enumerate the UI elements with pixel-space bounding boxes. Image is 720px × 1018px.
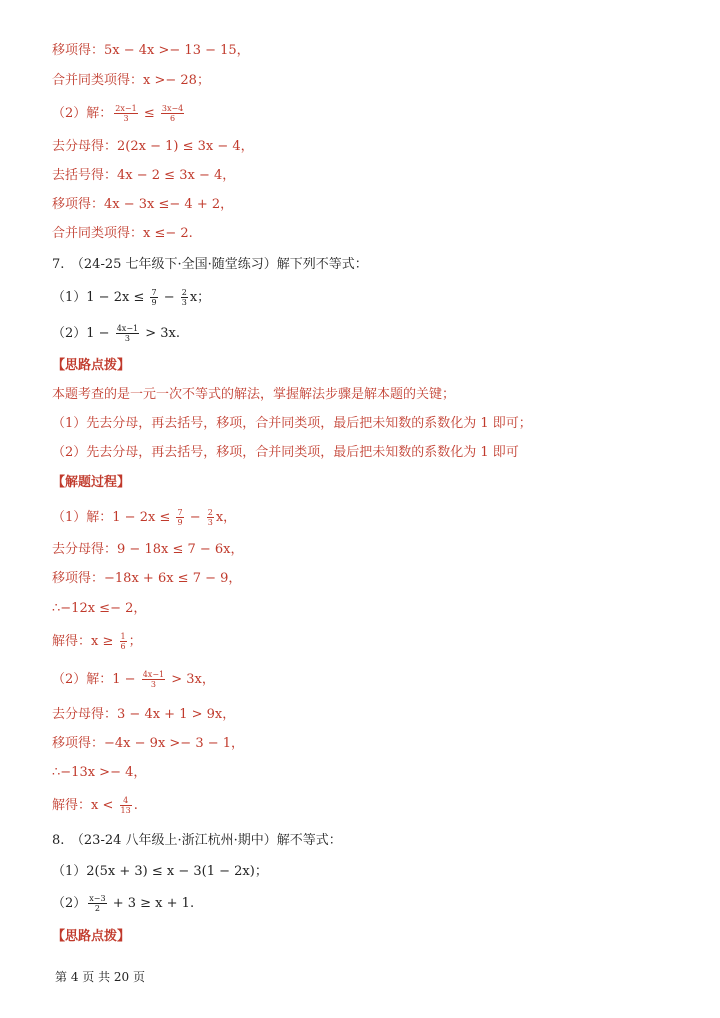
- page-footer: 第 4 页 共 20 页: [55, 970, 145, 984]
- solution-line: 移项得：−18x + 6x ≤ 7 − 9，: [52, 571, 242, 586]
- section-tag-hint: 【思路点拨】: [52, 929, 131, 944]
- problem-heading: 7. （24-25 七年级下·全国·随堂练习）解下列不等式：: [52, 257, 368, 272]
- solution-line: 解得：x < $\frac{4}{13}$ .: [52, 796, 138, 815]
- solution-line: 去分母得：3 − 4x + 1 > 9x，: [52, 707, 236, 722]
- solution-line: ∴−13x >− 4，: [52, 765, 147, 780]
- problem-part: （1）2(5x + 3) ≤ x − 3(1 − 2x)；: [52, 864, 268, 879]
- problem-part: （2）1 − $\frac{4x-1}{3}$ > 3x.: [52, 324, 181, 343]
- solution-line: （2）解： $\frac{2x-1}{3}$ ≤ $\frac{3x-4}{6}$: [52, 104, 184, 123]
- solution-line: 去分母得：2(2x − 1) ≤ 3x − 4，: [52, 139, 254, 154]
- solution-line: ∴−12x ≤− 2，: [52, 601, 147, 616]
- solution-line: 移项得：5x − 4x >− 13 − 15，: [52, 43, 250, 58]
- problem-part: （1）1 − 2x ≤ $\frac{7}{9}$ − $\frac{2}{3}$ x；: [52, 288, 211, 307]
- solution-line: 去括号得：4x − 2 ≤ 3x − 4，: [52, 168, 236, 183]
- solution-line: 移项得：4x − 3x ≤− 4 + 2，: [52, 197, 234, 212]
- hint-line: （1）先去分母，再去括号，移项，合并同类项，最后把未知数的系数化为 1 即可；: [52, 416, 532, 431]
- solution-line: 解得：x ≥ $\frac{1}{6}$ ；: [52, 632, 142, 651]
- section-tag-solution: 【解题过程】: [52, 475, 131, 490]
- problem-heading: 8. （23-24 八年级上·浙江杭州·期中）解不等式：: [52, 833, 342, 848]
- solution-line: 移项得：−4x − 9x >− 3 − 1，: [52, 736, 245, 751]
- solution-line: 去分母得：9 − 18x ≤ 7 − 6x，: [52, 542, 244, 557]
- solution-line: （1）解：1 − 2x ≤ $\frac{7}{9}$ − $\frac{2}{3}$ x，: [52, 508, 237, 527]
- problem-part: （2） $\frac{x-3}{2}$ + 3 ≥ x + 1.: [52, 894, 195, 913]
- solution-line: 合并同类项得：x ≤− 2.: [52, 226, 193, 241]
- hint-line: （2）先去分母，再去括号，移项，合并同类项，最后把未知数的系数化为 1 即可: [52, 445, 519, 460]
- section-tag-hint: 【思路点拨】: [52, 358, 131, 373]
- hint-line: 本题考查的是一元一次不等式的解法，掌握解法步骤是解本题的关键；: [52, 387, 456, 402]
- solution-line: （2）解：1 − $\frac{4x-1}{3}$ > 3x，: [52, 670, 215, 689]
- solution-line: 合并同类项得：x >− 28；: [52, 73, 210, 88]
